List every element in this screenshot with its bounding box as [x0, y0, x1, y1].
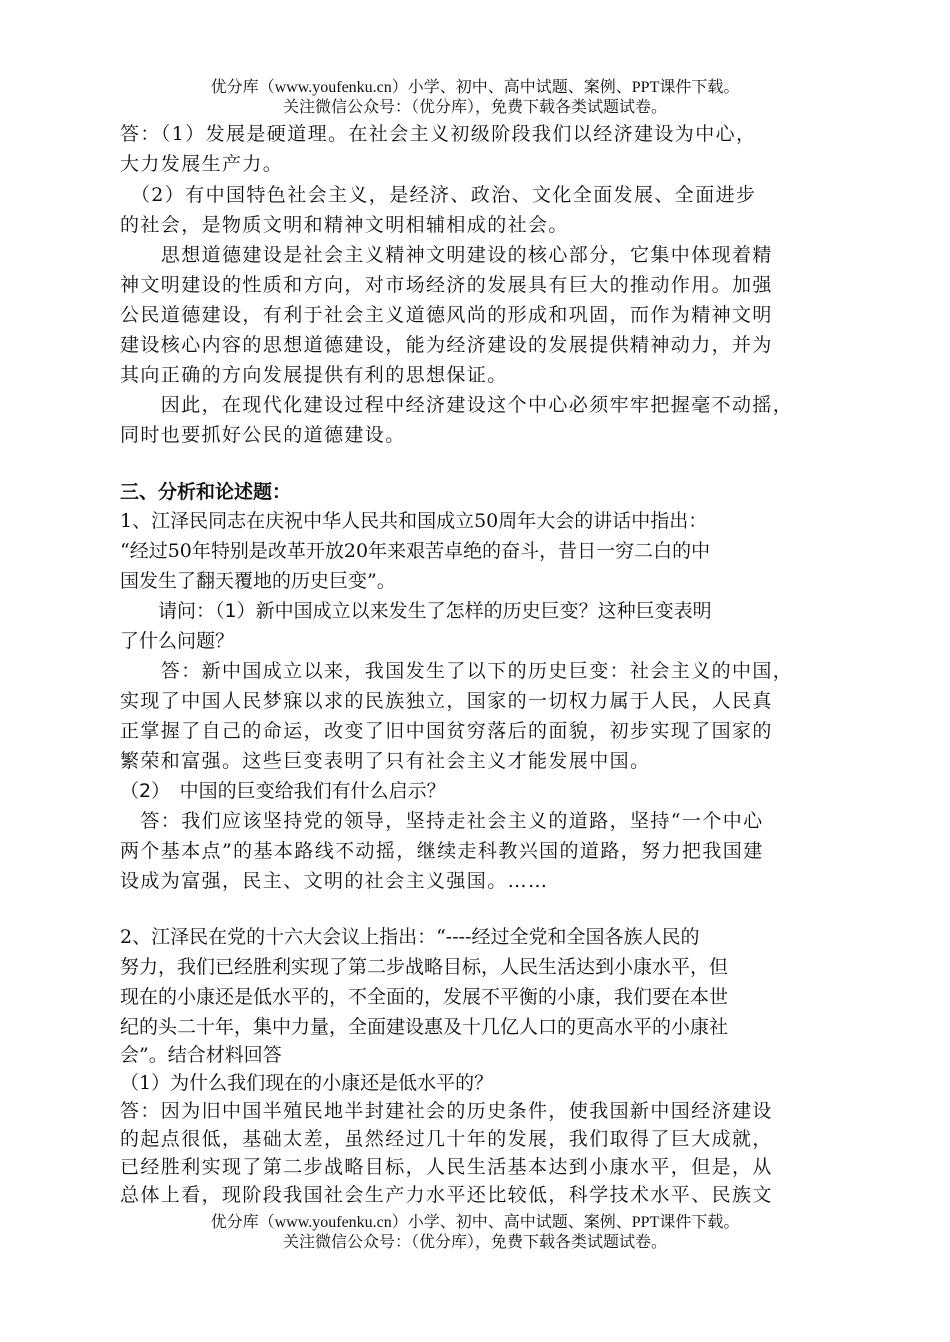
question-2-line: 纪的头二十年，集中力量，全面建设惠及十几亿人口的更高水平的小康社 — [120, 1016, 729, 1038]
answer-line: 实现了中国人民梦寐以求的民族独立，国家的一切权力属于人民，人民真 — [120, 690, 773, 712]
answer-line: 思想道德建设是社会主义精神文明建设的核心部分，它集中体现着精 — [120, 244, 773, 266]
question-1-line: 1、江泽民同志在庆祝中华人民共和国成立50周年大会的讲话中指出： — [120, 510, 708, 532]
answer-line: 两个基本点”的基本路线不动摇，继续走科教兴国的道路，努力把我国建 — [120, 840, 764, 862]
answer-line: 答：新中国成立以来，我国发生了以下的历史巨变：社会主义的中国， — [120, 660, 794, 682]
answer-line: 答：因为旧中国半殖民地半封建社会的历史条件，使我国新中国经济建设 — [120, 1100, 773, 1122]
footer-line-1: 优分库（www.youfenku.cn）小学、初中、高中试题、案例、PPT课件下载。 — [210, 1214, 740, 1231]
section-heading: 三、分析和论述题： — [120, 481, 292, 503]
answer-line: 正掌握了自己的命运，改变了旧中国贫穷落后的面貌，初步实现了国家的 — [120, 720, 773, 742]
header-line-2: 关注微信公众号：（优分库），免费下载各类试题试卷。 — [282, 99, 667, 116]
question-2-line: 2、江泽民在党的十六大会议上指出：“----经过全党和全国各族人民的 — [120, 926, 700, 948]
question-2-sub-1: （1）为什么我们现在的小康还是低水平的？ — [120, 1072, 494, 1094]
answer-line: 建设核心内容的思想道德建设，能为经济建设的发展提供精神动力，并为 — [120, 334, 773, 356]
answer-line: 公民道德建设，有利于社会主义道德风尚的形成和巩固，而作为精神文明 — [120, 304, 773, 326]
answer-line: （2）有中国特色社会主义，是经济、政治、文化全面发展、全面进步 — [120, 184, 757, 206]
answer-line: 其向正确的方向发展提供有利的思想保证。 — [120, 364, 508, 386]
answer-line: 答：（1）发展是硬道理。在社会主义初级阶段我们以经济建设为中心， — [120, 123, 757, 145]
question-2-line: 会”。结合材料回答 — [120, 1044, 282, 1066]
answer-line: 繁荣和富强。这些巨变表明了只有社会主义才能发展中国。 — [120, 750, 651, 772]
answer-line: 同时也要抓好公民的道德建设。 — [120, 424, 406, 446]
answer-line: 答：我们应该坚持党的领导，坚持走社会主义的道路，坚持“一个中心 — [120, 810, 764, 832]
answer-line: 大力发展生产力。 — [120, 153, 284, 175]
answer-line: 神文明建设的性质和方向，对市场经济的发展具有巨大的推动作用。加强 — [120, 274, 773, 296]
answer-line: 因此，在现代化建设过程中经济建设这个中心必须牢牢把握毫不动摇， — [120, 394, 794, 416]
answer-line: 已经胜利实现了第二步战略目标，人民生活基本达到小康水平，但是，从 — [120, 1156, 773, 1178]
question-1-sub-2: （2） 中国的巨变给我们有什么启示？ — [120, 780, 446, 802]
question-2-line: 现在的小康还是低水平的，不全面的，发展不平衡的小康，我们要在本世 — [120, 986, 729, 1008]
answer-line: 总体上看，现阶段我国社会生产力水平还比较低，科学技术水平、民族文 — [120, 1184, 773, 1206]
header-line-1: 优分库（www.youfenku.cn）小学、初中、高中试题、案例、PPT课件下载。 — [210, 79, 740, 96]
question-1-line: “经过50年特别是改革开放20年来艰苦卓绝的奋斗，昔日一穷二白的中 — [120, 540, 711, 562]
answer-line: 设成为富强，民主、文明的社会主义强国。…… — [120, 870, 549, 892]
question-1-sub-1: 请问：（1）新中国成立以来发生了怎样的历史巨变？这种巨变表明 — [120, 600, 712, 622]
question-1-sub-1: 了什么问题？ — [120, 630, 235, 652]
answer-line: 的起点很低，基础太差，虽然经过几十年的发展，我们取得了巨大成就， — [120, 1128, 773, 1150]
question-1-line: 国发生了翻天覆地的历史巨变”。 — [120, 570, 396, 592]
answer-line: 的社会，是物质文明和精神文明相辅相成的社会。 — [120, 214, 569, 236]
question-2-line: 努力，我们已经胜利实现了第二步战略目标，人民生活达到小康水平，但 — [120, 956, 729, 978]
footer-line-2: 关注微信公众号：（优分库），免费下载各类试题试卷。 — [282, 1234, 667, 1251]
